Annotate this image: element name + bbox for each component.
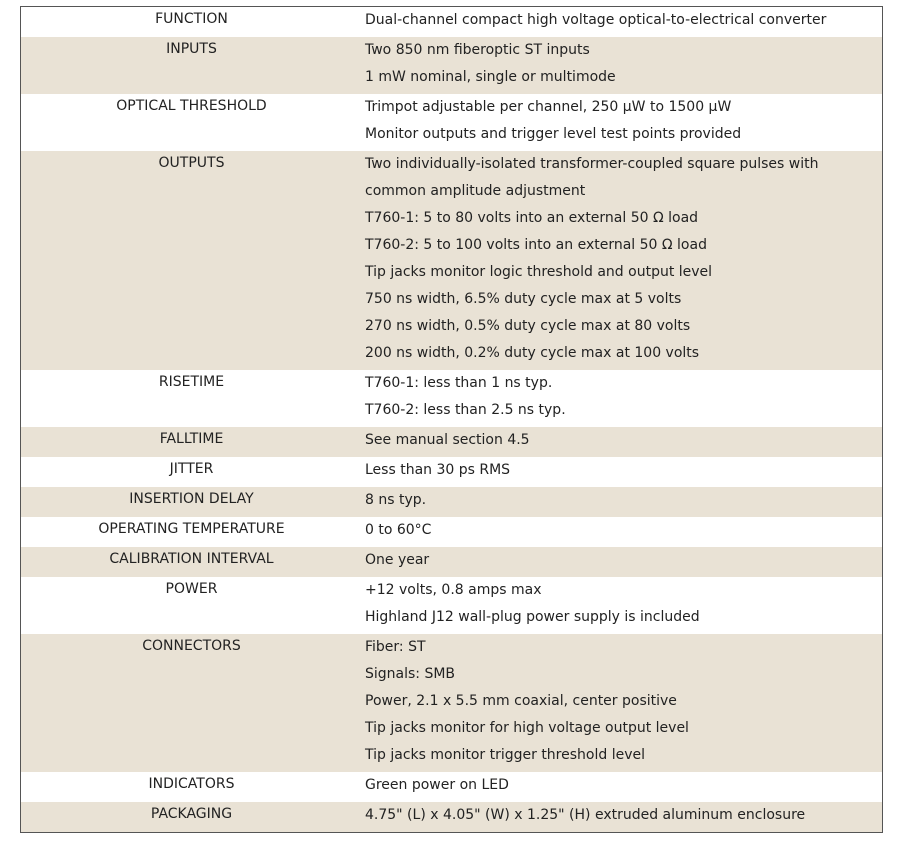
spec-value-line: Tip jacks monitor logic threshold and output level bbox=[365, 264, 713, 280]
spec-row bbox=[21, 547, 882, 577]
spec-row bbox=[21, 577, 882, 634]
spec-value-line: 4.75" (L) x 4.05" (W) x 1.25" (H) extruded aluminum enclosure bbox=[365, 807, 806, 823]
spec-value-line: 0 to 60°C bbox=[365, 522, 432, 538]
spec-value-line: +12 volts, 0.8 amps max bbox=[365, 582, 542, 598]
spec-value-line: Less than 30 ps RMS bbox=[365, 462, 511, 478]
spec-label: INPUTS bbox=[166, 41, 217, 57]
spec-value-line: Trimpot adjustable per channel, 250 µW to 1500 µW bbox=[365, 99, 732, 115]
spec-value bbox=[362, 547, 882, 577]
spec-value-line: Tip jacks monitor for high voltage output level bbox=[365, 720, 689, 736]
spec-value bbox=[362, 577, 882, 634]
spec-value-line: 1 mW nominal, single or multimode bbox=[365, 69, 616, 85]
spec-value-line: T760-1: 5 to 80 volts into an external 50 Ω load bbox=[365, 210, 699, 226]
spec-label: INSERTION DELAY bbox=[129, 491, 254, 507]
spec-row bbox=[21, 517, 882, 547]
spec-label: JITTER bbox=[169, 461, 214, 477]
spec-value bbox=[362, 487, 882, 517]
spec-row bbox=[21, 151, 882, 370]
spec-value-line: Fiber: ST bbox=[365, 639, 426, 655]
spec-row bbox=[21, 94, 882, 151]
spec-value-line: Two individually-isolated transformer-coupled square pulses with bbox=[365, 156, 819, 172]
spec-row bbox=[21, 772, 882, 802]
spec-value-line: Dual-channel compact high voltage optical-to-electrical converter bbox=[365, 12, 827, 28]
spec-value-line: 8 ns typ. bbox=[365, 492, 427, 508]
spec-label: PACKAGING bbox=[150, 806, 233, 822]
spec-row bbox=[21, 7, 882, 37]
spec-value-line: Highland J12 wall-plug power supply is included bbox=[365, 609, 700, 625]
spec-value-line: Power, 2.1 x 5.5 mm coaxial, center positive bbox=[365, 693, 677, 709]
spec-value-line: Monitor outputs and trigger level test points provided bbox=[365, 126, 742, 142]
spec-label: INDICATORS bbox=[148, 776, 235, 792]
spec-label: OPTICAL THRESHOLD bbox=[116, 98, 267, 114]
spec-label: FALLTIME bbox=[159, 431, 224, 447]
spec-row bbox=[21, 457, 882, 487]
spec-row bbox=[21, 37, 882, 94]
spec-value bbox=[362, 802, 882, 832]
spec-value bbox=[362, 94, 882, 151]
spec-label: POWER bbox=[165, 581, 218, 597]
spec-value-line: See manual section 4.5 bbox=[365, 432, 530, 448]
spec-value bbox=[362, 7, 882, 37]
spec-label: OPERATING TEMPERATURE bbox=[98, 521, 285, 537]
spec-value-line: T760-2: 5 to 100 volts into an external 50 Ω load bbox=[365, 237, 707, 253]
spec-value-line: T760-1: less than 1 ns typ. bbox=[365, 375, 553, 391]
spec-value bbox=[362, 37, 882, 94]
spec-label: CONNECTORS bbox=[142, 638, 241, 654]
spec-value-line: 750 ns width, 6.5% duty cycle max at 5 volts bbox=[365, 291, 682, 307]
spec-row bbox=[21, 370, 882, 427]
spec-value-line: common amplitude adjustment bbox=[365, 183, 586, 199]
spec-value-line: T760-2: less than 2.5 ns typ. bbox=[365, 402, 566, 418]
spec-label: OUTPUTS bbox=[158, 155, 225, 171]
spec-row bbox=[21, 802, 882, 832]
spec-label: CALIBRATION INTERVAL bbox=[109, 551, 274, 567]
spec-value bbox=[362, 427, 882, 457]
spec-value bbox=[362, 457, 882, 487]
spec-value-line: Two 850 nm fiberoptic ST inputs bbox=[365, 42, 590, 58]
spec-label: FUNCTION bbox=[155, 11, 228, 27]
spec-label: RISETIME bbox=[158, 374, 225, 390]
spec-value-line: 270 ns width, 0.5% duty cycle max at 80 volts bbox=[365, 318, 691, 334]
spec-value-line: 200 ns width, 0.2% duty cycle max at 100 volts bbox=[365, 345, 700, 361]
spec-value bbox=[362, 517, 882, 547]
spec-row bbox=[21, 487, 882, 517]
spec-value bbox=[362, 634, 882, 772]
spec-table bbox=[20, 6, 883, 833]
spec-value-line: Tip jacks monitor trigger threshold level bbox=[365, 747, 645, 763]
spec-value-line: One year bbox=[365, 552, 430, 568]
spec-row bbox=[21, 427, 882, 457]
spec-row bbox=[21, 634, 882, 772]
spec-value-line: Green power on LED bbox=[365, 777, 509, 793]
spec-value bbox=[362, 772, 882, 802]
spec-value bbox=[362, 370, 882, 427]
spec-value bbox=[362, 151, 882, 370]
spec-value-line: Signals: SMB bbox=[365, 666, 456, 682]
